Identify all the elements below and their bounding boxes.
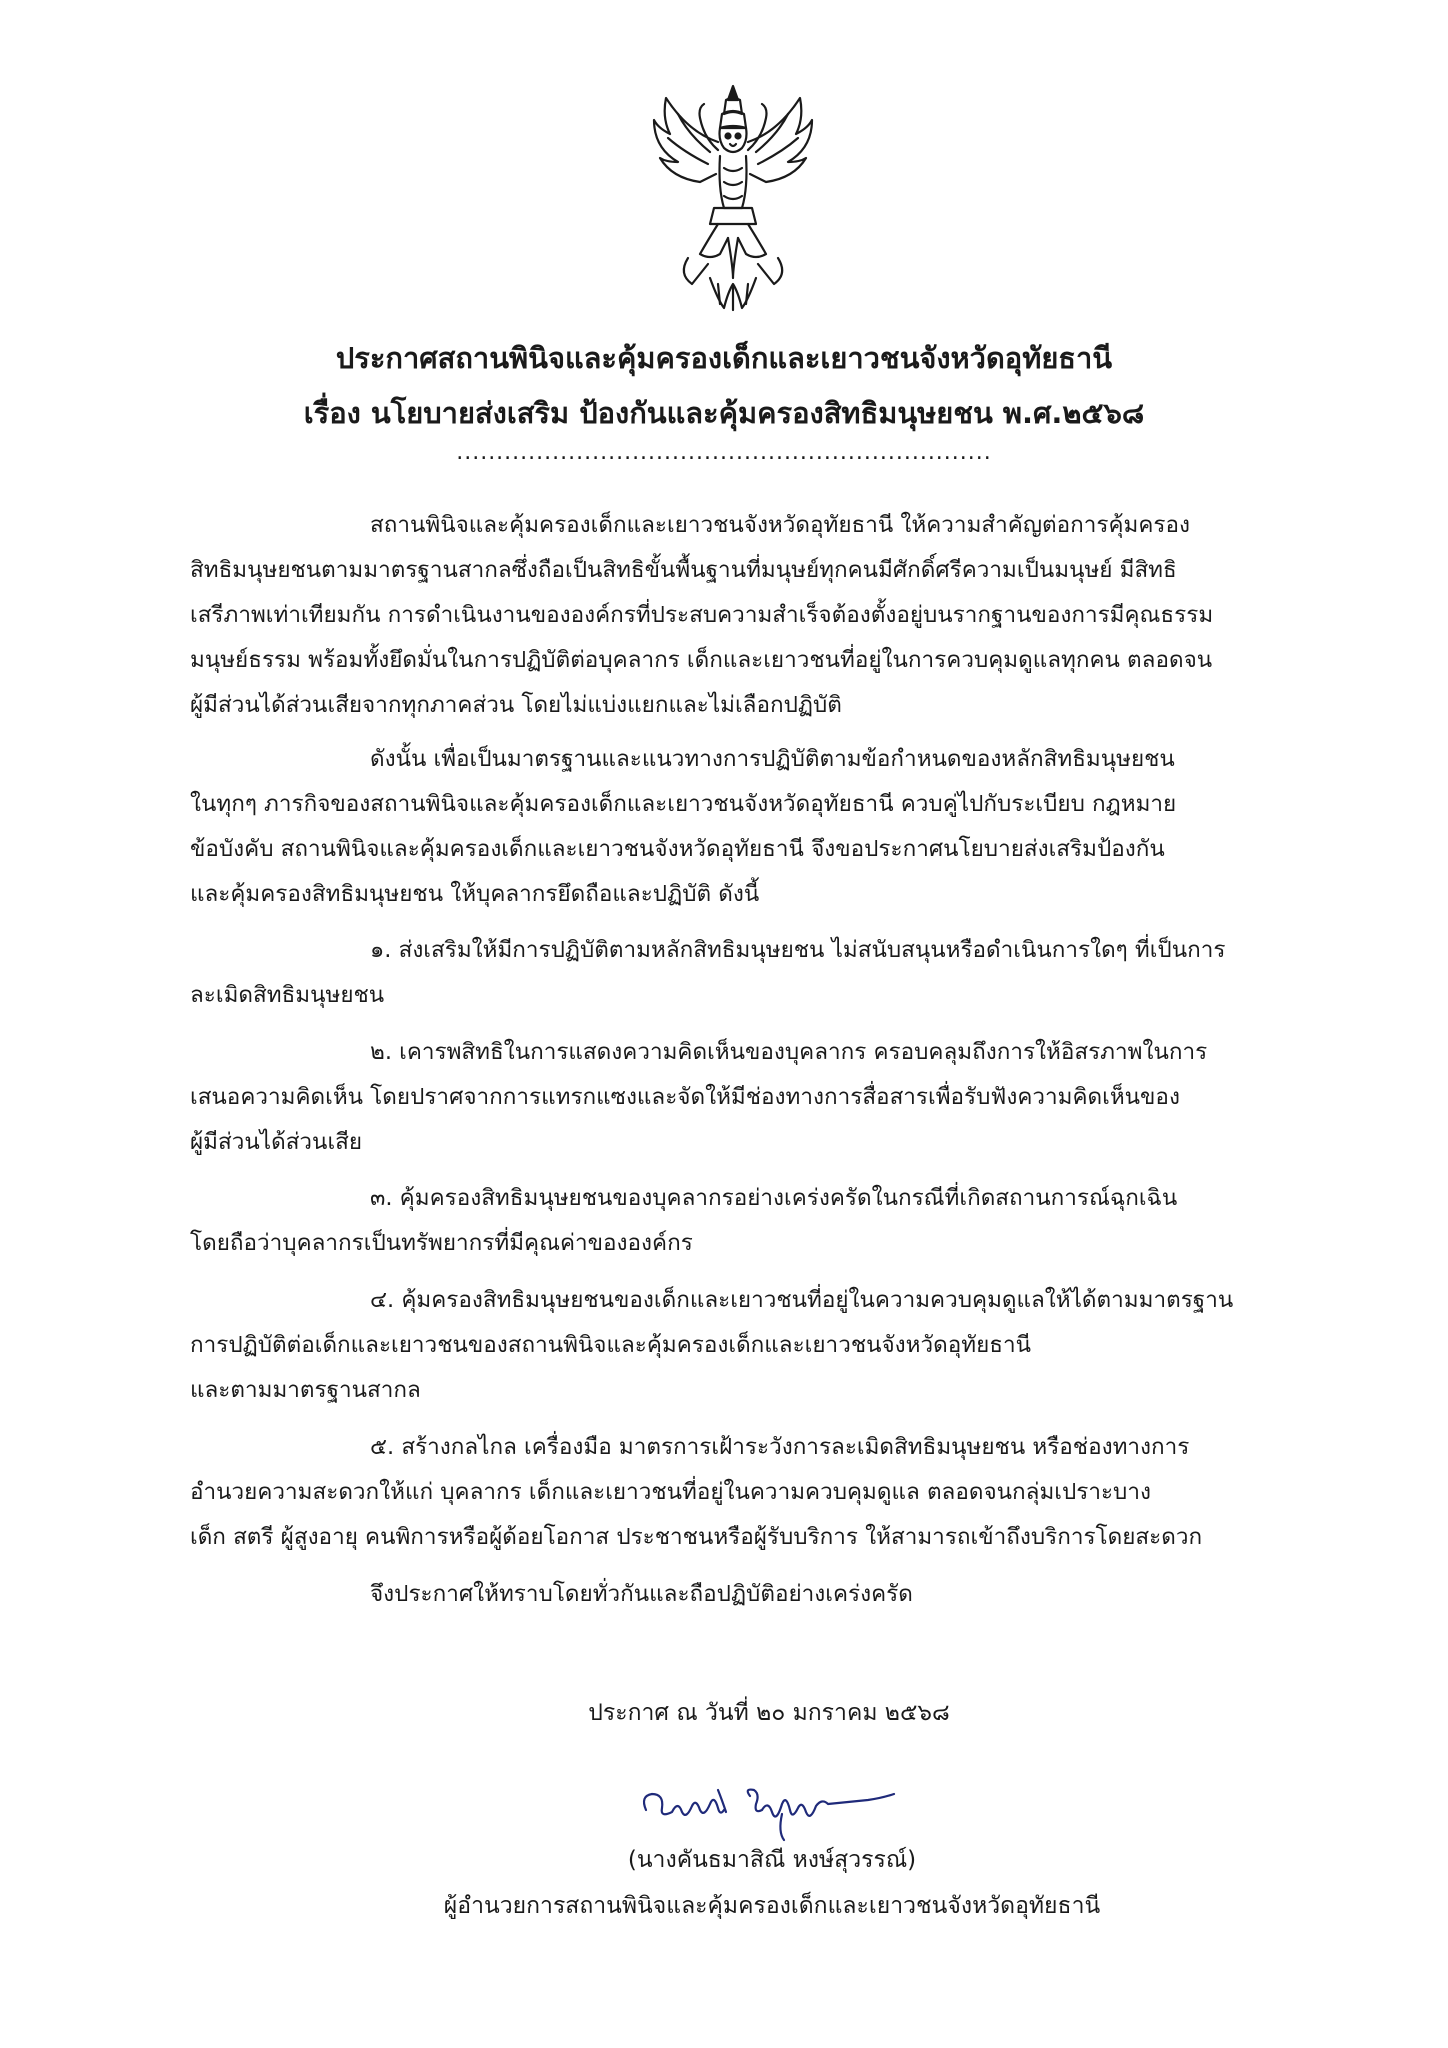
policy-item-line: เด็ก สตรี ผู้สูงอายุ คนพิการหรือผู้ด้อยโอกาส ประชาชนหรือผู้รับบริการ ให้สามารถเข้าถึงบริการโดยสะดวก: [190, 1524, 1203, 1550]
intro-line: ผู้มีส่วนได้ส่วนเสียจากทุกภาคส่วน โดยไม่แบ่งแยกและไม่เลือกปฏิบัติ: [190, 692, 842, 718]
therefore-line: ดังนั้น เพื่อเป็นมาตรฐานและแนวทางการปฏิบัติตามข้อกำหนดของหลักสิทธิมนุษยชน: [370, 746, 1175, 772]
policy-item-line: ๕. สร้างกลไกล เครื่องมือ มาตรการเฝ้าระวังการละเมิดสิทธิมนุษยชน หรือช่องทางการ: [370, 1434, 1190, 1460]
policy-item-line: โดยถือว่าบุคลากรเป็นทรัพยากรที่มีคุณค่าขององค์กร: [190, 1230, 693, 1256]
closing-statement: [190, 1572, 1290, 1617]
body-intro: [190, 503, 1290, 728]
title-separator: ...................................................................: [456, 440, 992, 465]
document-title: ประกาศสถานพินิจและคุ้มครองเด็กและเยาวชนจังหวัดอุทัยธานี: [335, 341, 1113, 375]
signer-name: (นางคันธมาสิณี หงษ์สุวรรณ์): [627, 1847, 917, 1873]
intro-line: มนุษย์ธรรม พร้อมทั้งยึดมั่นในการปฏิบัติต่อบุคลากร เด็กและเยาวชนที่อยู่ในการควบคุมดูแลทุกคน ตลอดจน: [190, 647, 1213, 673]
therefore-line: และคุ้มครองสิทธิมนุษยชน ให้บุคลากรยึดถือและปฏิบัติ ดังนี้: [190, 881, 760, 907]
policy-item-4: [190, 1278, 1290, 1413]
signer-position: ผู้อำนวยการสถานพินิจและคุ้มครองเด็กและเยาวชนจังหวัดอุทัยธานี: [443, 1893, 1101, 1919]
signature-icon: [632, 1760, 912, 1850]
policy-item-3: [190, 1176, 1290, 1266]
policy-item-line: ผู้มีส่วนได้ส่วนเสีย: [190, 1129, 363, 1155]
policy-item-2: [190, 1030, 1290, 1165]
body-therefore: [190, 737, 1290, 917]
policy-item-line: อำนวยความสะดวกให้แก่ บุคลากร เด็กและเยาวชนที่อยู่ในความควบคุมดูแล ตลอดจนกลุ่มเปราะบาง: [190, 1479, 1151, 1505]
policy-item-line: ๓. คุ้มครองสิทธิมนุษยชนของบุคลากรอย่างเคร่งครัดในกรณีที่เกิดสถานการณ์ฉุกเฉิน: [370, 1185, 1178, 1211]
announcement-date: ประกาศ ณ วันที่ ๒๐ มกราคม ๒๕๖๘: [588, 1700, 950, 1726]
policy-item-line: การปฏิบัติต่อเด็กและเยาวชนของสถานพินิจและคุ้มครองเด็กและเยาวชนจังหวัดอุทัยธานี: [190, 1332, 1032, 1358]
intro-line: สถานพินิจและคุ้มครองเด็กและเยาวชนจังหวัดอุทัยธานี ให้ความสำคัญต่อการคุ้มครอง: [370, 512, 1190, 538]
closing-line: จึงประกาศให้ทราบโดยทั่วกันและถือปฏิบัติอย่างเคร่งครัด: [370, 1581, 913, 1607]
policy-item-line: ๒. เคารพสิทธิในการแสดงความคิดเห็นของบุคลากร ครอบคลุมถึงการให้อิสรภาพในการ: [370, 1039, 1208, 1065]
policy-item-1: [190, 928, 1290, 1018]
policy-item-line: ๑. ส่งเสริมให้มีการปฏิบัติตามหลักสิทธิมนุษยชน ไม่สนับสนุนหรือดำเนินการใดๆ ที่เป็นการ: [370, 937, 1226, 963]
policy-item-line: ๔. คุ้มครองสิทธิมนุษยชนของเด็กและเยาวชนที่อยู่ในความควบคุมดูแลให้ได้ตามมาตรฐาน: [370, 1287, 1234, 1313]
intro-line: สิทธิมนุษยชนตามมาตรฐานสากลซึ่งถือเป็นสิทธิขั้นพื้นฐานที่มนุษย์ทุกคนมีศักดิ์ศรีความเป็นมนุษย์ มีสิทธิ: [190, 557, 1177, 583]
therefore-line: ข้อบังคับ สถานพินิจและคุ้มครองเด็กและเยาวชนจังหวัดอุทัยธานี จึงขอประกาศนโยบายส่งเสริมป้องกัน: [190, 836, 1165, 862]
policy-item-line: เสนอความคิดเห็น โดยปราศจากการแทรกแซงและจัดให้มีช่องทางการสื่อสารเพื่อรับฟังความคิดเห็นของ: [190, 1084, 1180, 1110]
policy-item-line: ละเมิดสิทธิมนุษยชน: [190, 982, 385, 1008]
therefore-line: ในทุกๆ ภารกิจของสถานพินิจและคุ้มครองเด็กและเยาวชนจังหวัดอุทัยธานี ควบคู่ไปกับระเบียบ กฎหมาย: [190, 791, 1177, 817]
policy-item-5: [190, 1425, 1290, 1560]
garuda-emblem-icon: [648, 78, 818, 318]
intro-line: เสรีภาพเท่าเทียมกัน การดำเนินงานขององค์กรที่ประสบความสำเร็จต้องตั้งอยู่บนรากฐานของการมีคุณธรรม: [190, 602, 1214, 628]
policy-item-line: และตามมาตรฐานสากล: [190, 1377, 421, 1403]
document-subject: เรื่อง นโยบายส่งเสริม ป้องกันและคุ้มครองสิทธิมนุษยชน พ.ศ.๒๕๖๘: [303, 396, 1145, 430]
